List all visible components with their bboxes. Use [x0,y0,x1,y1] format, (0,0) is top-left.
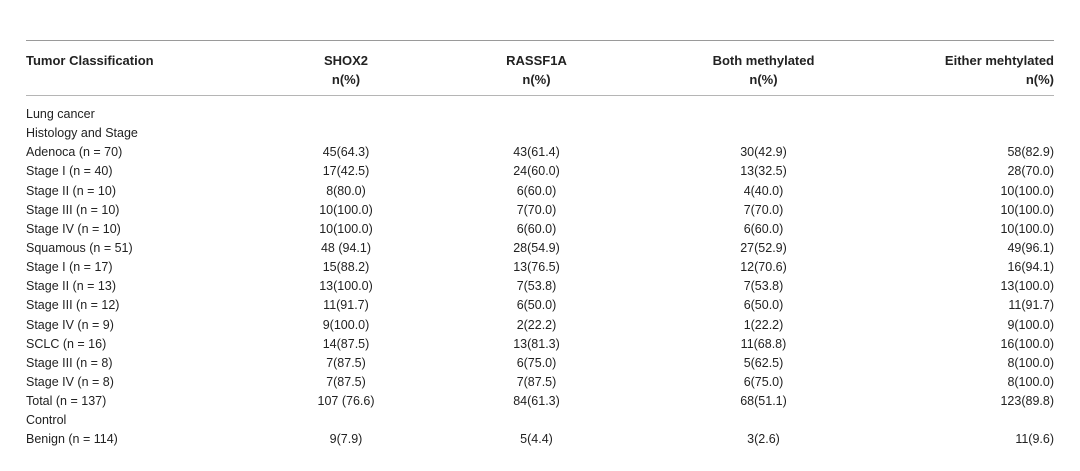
table-cell: 6(75.0) [743,374,784,389]
table-row [26,411,1054,430]
table-cell: 11(9.6) [1015,432,1054,447]
row-label: Benign (n = 114) [26,432,118,447]
table-cell: 24(60.0) [513,164,560,179]
header-unit: n(%) [1025,72,1054,87]
row-label: Histology and Stage [26,126,138,141]
table-cell: 8(80.0) [326,183,366,198]
table-cell: 27(52.9) [740,240,787,255]
table-cell: 11(68.8) [740,336,787,351]
table-row [26,239,1054,258]
table-cell [650,411,877,430]
table-cell: 9(7.9) [329,432,363,447]
table-cell: 16(100.0) [1000,336,1054,351]
table-row [26,335,1054,354]
row-label: Adenoca (n = 70) [26,145,123,160]
table-cell: 11(91.7) [323,298,369,313]
table-cell: 5(62.5) [743,355,784,370]
header-rassf1a [423,41,650,95]
table-cell: 84(61.3) [513,394,560,409]
header-unit: n(%) [749,72,778,87]
header-unit: n(%) [331,72,361,87]
table-cell: 7(87.5) [326,374,366,389]
table-cell: 45(64.3) [322,145,370,160]
table-cell: 68(51.1) [740,394,787,409]
table-cell: 2(22.2) [516,317,557,332]
table-cell: 49(96.1) [1007,240,1054,255]
row-label: Stage II (n = 13) [26,279,116,294]
row-label: Control [26,413,67,428]
row-label: Stage II (n = 10) [26,183,116,198]
row-label: Lung cancer [26,107,95,121]
header-label: Tumor Classification [26,53,154,68]
table-row [26,296,1054,315]
row-label: Stage IV (n = 10) [26,221,121,236]
header-both-methylated [650,41,877,95]
table-cell [423,124,650,143]
table-cell: 5(4.4) [520,432,553,447]
table-cell: 13(76.5) [513,260,560,275]
row-label: Stage I (n = 17) [26,260,113,275]
table-cell: 7(87.5) [326,355,366,370]
table-cell: 6(75.0) [516,355,557,370]
table-cell: 1(22.2) [743,317,784,332]
methylation-table [26,40,1054,450]
table-cell: 8(100.0) [1007,374,1054,389]
table-cell: 16(94.1) [1007,260,1054,275]
table-cell: 13(100.0) [319,279,373,294]
table-cell: 6(60.0) [516,183,557,198]
table-cell: 10(100.0) [1000,221,1054,236]
table-cell: 6(60.0) [516,221,557,236]
row-label: Stage III (n = 12) [26,298,120,313]
table-cell: 30(42.9) [740,145,787,160]
table-row [26,392,1054,411]
table-cell [269,105,423,124]
header-tumor-classification [26,41,269,95]
table-cell: 10(100.0) [319,221,373,236]
table-cell [877,105,1054,124]
table-cell: 123(89.8) [1000,394,1054,409]
header-label: SHOX2 [323,53,369,68]
table-row [26,316,1054,335]
table-cell: 10(100.0) [319,202,373,217]
table-cell: 6(50.0) [516,298,557,313]
table-row [26,143,1054,162]
table-cell: 10(100.0) [1000,202,1054,217]
table-row [26,182,1054,201]
row-label: Stage III (n = 10) [26,202,120,217]
header-shox2 [269,41,423,95]
row-label: Stage IV (n = 8) [26,374,114,389]
table-cell: 11(91.7) [1008,298,1054,313]
table-row [26,258,1054,277]
table-row [26,201,1054,220]
table-row [26,220,1054,239]
row-label: SCLC (n = 16) [26,336,107,351]
table-cell: 3(2.6) [747,432,780,447]
table-row [26,105,1054,124]
table-cell: 43(61.4) [513,145,560,160]
table-cell: 6(50.0) [743,298,784,313]
table-cell [269,124,423,143]
table-cell: 7(70.0) [516,202,557,217]
table-cell: 7(70.0) [743,202,784,217]
table-cell [650,124,877,143]
header-label: Either mehtylated [944,53,1054,68]
table-cell [269,411,423,430]
table-cell: 28(54.9) [513,240,560,255]
row-label: Total (n = 137) [26,394,107,409]
table-cell: 12(70.6) [740,260,787,275]
table-cell [423,105,650,124]
table-header [26,41,1054,95]
header-label: RASSF1A [506,53,567,68]
table-cell: 9(100.0) [1007,317,1054,332]
table-cell: 7(53.8) [743,279,784,294]
table-cell: 4(40.0) [743,183,784,198]
table-cell: 17(42.5) [322,164,370,179]
table-cell [650,105,877,124]
header-label: Both methylated [712,53,815,68]
table-cell: 9(100.0) [322,317,370,332]
table-cell [423,411,650,430]
table-cell: 13(81.3) [513,336,560,351]
row-label: Stage IV (n = 9) [26,317,114,332]
table-cell: 13(100.0) [1000,279,1054,294]
table-cell [877,124,1054,143]
table-row [26,162,1054,181]
table-row [26,354,1054,373]
table-row [26,373,1054,392]
table-body [26,96,1054,450]
row-label: Stage III (n = 8) [26,355,113,370]
table-row [26,277,1054,296]
table-cell: 10(100.0) [1000,183,1054,198]
table-cell: 7(53.8) [516,279,557,294]
row-label: Squamous (n = 51) [26,240,133,255]
table-cell: 6(60.0) [743,221,784,236]
table-cell: 8(100.0) [1007,355,1054,370]
table-cell: 58(82.9) [1007,145,1054,160]
table-cell: 14(87.5) [322,336,370,351]
table-cell: 107 (76.6) [317,394,375,409]
table-cell: 48 (94.1) [320,240,372,255]
table-cell: 28(70.0) [1007,164,1054,179]
table-row [26,430,1054,449]
table-row [26,124,1054,143]
table-cell: 15(88.2) [322,260,370,275]
header-either-methylated [877,41,1054,95]
header-unit: n(%) [522,72,551,87]
table-cell: 13(32.5) [740,164,787,179]
row-label: Stage I (n = 40) [26,164,113,179]
table-cell: 7(87.5) [516,374,557,389]
table-cell [877,411,1054,430]
